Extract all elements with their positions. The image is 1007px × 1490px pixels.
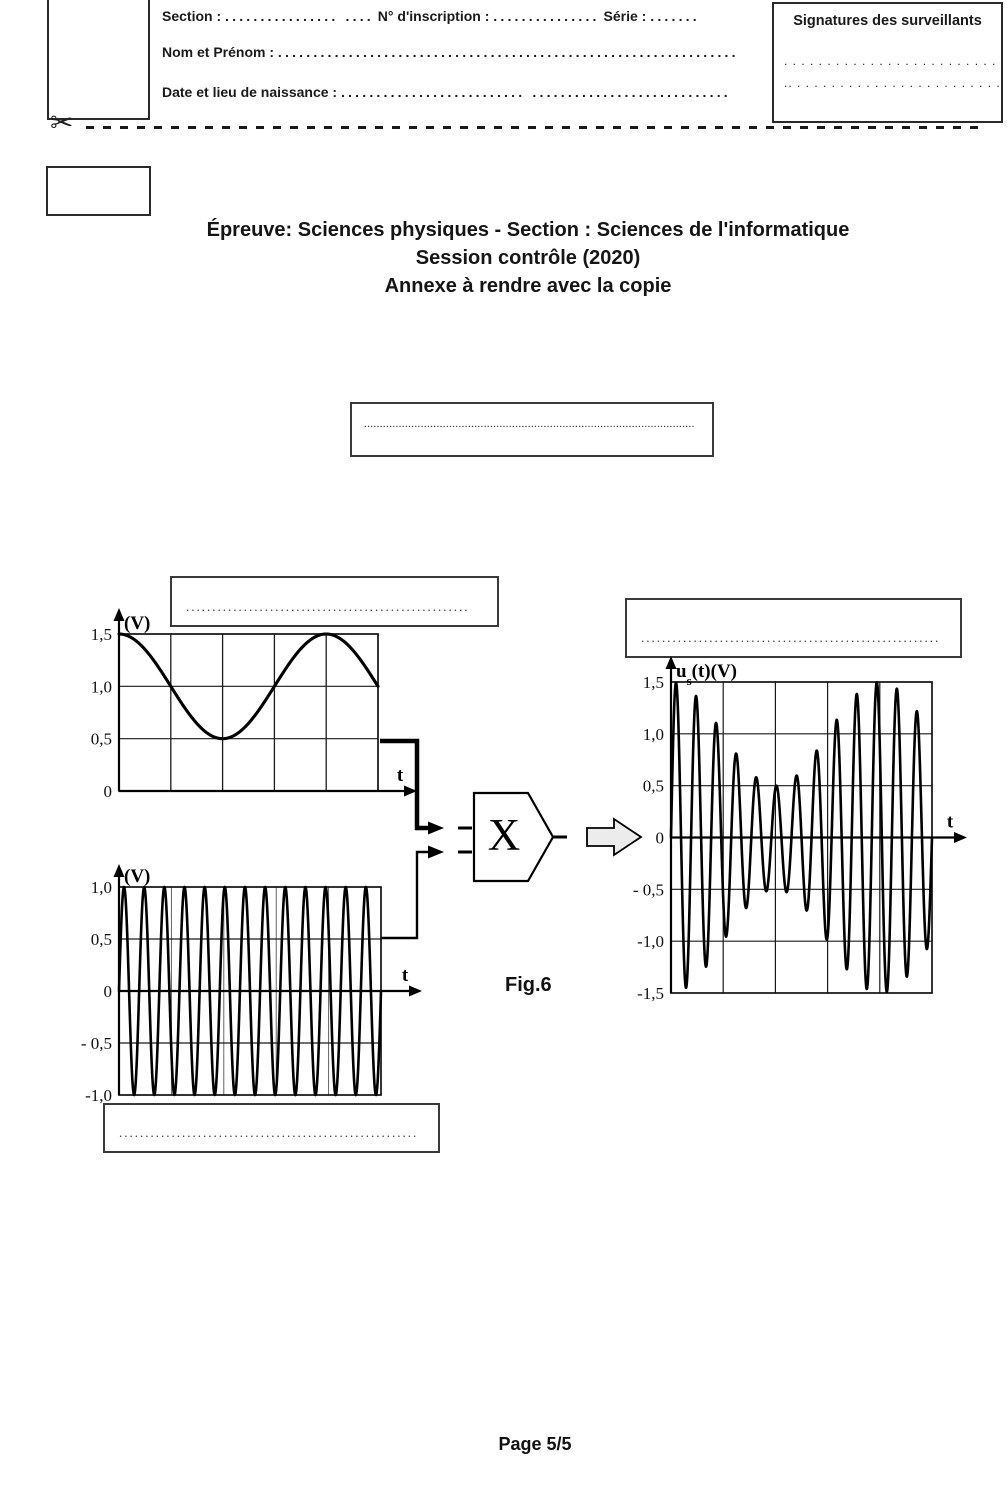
answer-box-output — [625, 598, 962, 658]
y-axis-label: $u_s(t)(V)$ — [676, 661, 737, 688]
y-tick-label: 0 — [103, 782, 112, 801]
header-row-birth — [162, 84, 731, 100]
x-axis-arrow-icon — [954, 832, 967, 843]
answer-box-middle — [350, 402, 714, 457]
x-axis-label: t — [946, 811, 954, 833]
connector-top — [380, 741, 428, 828]
y-tick-label: 1,5 — [642, 673, 664, 692]
modulated-output-chart — [632, 652, 1007, 1004]
output-block-arrow-icon — [587, 819, 641, 855]
title-line-3: Annexe à rendre avec la copie — [384, 275, 672, 297]
birth-label: Date et lieu de naissance : — [162, 84, 338, 100]
multiplier-diagram — [370, 710, 670, 1010]
y-axis-label: (V) — [124, 613, 151, 634]
figure-label: Fig.6 — [505, 974, 552, 996]
x-axis-label: t — [396, 765, 404, 786]
y-axis-arrow-icon — [114, 608, 125, 621]
serie-fill-dots: ....... — [650, 8, 700, 24]
section-label: Section : — [162, 8, 222, 24]
inscription-fill-dots: ............... — [493, 8, 600, 24]
y-axis-arrow-icon — [666, 656, 677, 669]
y-tick-label: 1,0 — [642, 724, 664, 744]
x-axis-label: t — [401, 965, 409, 986]
answer-dotted-line: ...................................................... — [186, 599, 470, 614]
y-tick-label: 0 — [103, 982, 112, 1001]
y-tick-label: -1,5 — [637, 984, 664, 1003]
y-tick-label: - 0,5 — [80, 1034, 112, 1053]
answer-dotted-line: ......................................................... — [119, 1125, 419, 1140]
name-label: Nom et Prénom : — [162, 44, 275, 60]
y-tick-label: 1,0 — [90, 878, 112, 897]
y-tick-label: 0,5 — [90, 930, 112, 949]
y-tick-label: -1,0 — [85, 1086, 112, 1105]
y-tick-label: 0,5 — [90, 729, 112, 749]
y-axis-label: (V) — [124, 866, 151, 887]
signature-line-2: .. . . . . . . . . . . . . . . . . . . . . . . . . — [784, 76, 1001, 90]
answer-box-carrier — [103, 1103, 440, 1153]
arrowhead-icon — [428, 846, 444, 859]
y-tick-label: 1,5 — [90, 625, 112, 644]
signature-line-1: . . . . . . . . . . . . . . . . . . . . . . . . . . — [784, 54, 1006, 68]
birth-fill-dots: .......................... ............................ — [340, 84, 731, 100]
header-row-identity — [162, 8, 700, 24]
cut-line — [86, 126, 985, 129]
y-tick-label: 0 — [655, 828, 664, 848]
answer-dotted-line: ......................................................................................................... — [364, 418, 695, 430]
serie-label: Série : — [603, 8, 647, 24]
section-fill-dots: ................ .... — [225, 8, 374, 24]
title-line-1: Épreuve: Sciences physiques - Section : Sciences de l'informatique — [206, 219, 850, 241]
title-block — [128, 216, 928, 300]
y-tick-label: - 0,5 — [632, 880, 664, 900]
y-tick-label: -1,0 — [637, 932, 664, 952]
signatures-title: Signatures des surveillants — [793, 13, 982, 29]
arrowhead-icon — [428, 822, 444, 835]
annex-code-box — [46, 166, 151, 216]
y-tick-label: 0,5 — [642, 776, 664, 796]
signatures-box — [772, 2, 1006, 123]
title-line-2: Session contrôle (2020) — [415, 247, 641, 269]
inscription-label: N° d'inscription : — [377, 8, 490, 24]
plot-border — [119, 634, 378, 791]
candidate-number-box — [47, 0, 150, 120]
header-row-name — [162, 44, 739, 60]
multiplier-x-symbol: X — [487, 810, 521, 860]
y-axis-arrow-icon — [114, 864, 125, 877]
y-tick-label: 1,0 — [90, 677, 112, 697]
page-number: Page 5/5 — [498, 1434, 572, 1454]
connector-bottom — [381, 852, 428, 938]
scissors-icon: ✂ — [50, 107, 74, 138]
answer-dotted-line: ......................................................... — [641, 630, 941, 645]
name-fill-dots: ................................................................. — [277, 44, 739, 60]
